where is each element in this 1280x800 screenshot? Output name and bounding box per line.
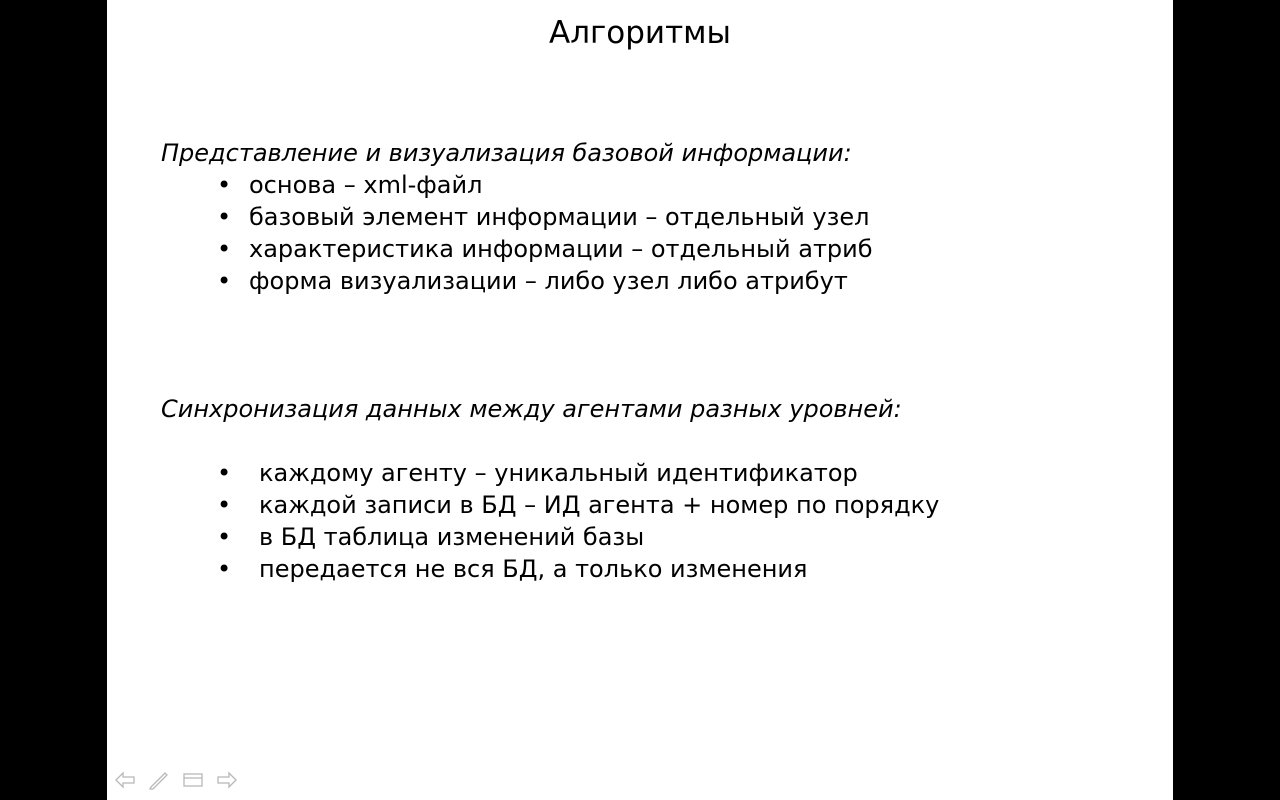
list-item-text: форма визуализации – либо узел либо атрибут xyxy=(249,267,848,295)
section-heading: Представление и визуализация базовой информации: xyxy=(161,139,852,167)
section-representation xyxy=(161,137,1121,297)
section-synchronization xyxy=(161,393,1121,585)
list-item-text: каждой записи в БД – ИД агента + номер по порядку xyxy=(259,491,940,519)
list-item xyxy=(161,489,1121,521)
bullet-icon: • xyxy=(217,203,232,231)
list-item xyxy=(161,169,1121,201)
pen-tool-button[interactable] xyxy=(146,767,172,793)
bullet-icon: • xyxy=(217,459,232,487)
slideshow-nav xyxy=(112,766,240,794)
slide-menu-button[interactable] xyxy=(180,767,206,793)
section-heading: Синхронизация данных между агентами разных уровней: xyxy=(161,395,902,423)
bullet-icon: • xyxy=(217,523,232,551)
previous-slide-button[interactable] xyxy=(112,767,138,793)
slides-menu-icon xyxy=(182,771,204,789)
list-item-text: в БД таблица изменений базы xyxy=(259,523,645,551)
bullet-list xyxy=(161,169,1121,297)
bullet-icon: • xyxy=(217,555,232,583)
bullet-icon: • xyxy=(217,235,232,263)
list-item-text: основа – xml-файл xyxy=(249,171,483,199)
arrow-left-icon xyxy=(114,771,136,789)
list-item-text: базовый элемент информации – отдельный узел xyxy=(249,203,870,231)
bullet-icon: • xyxy=(217,171,232,199)
list-item xyxy=(161,457,1121,489)
pen-icon xyxy=(148,770,170,790)
bullet-icon: • xyxy=(217,267,232,295)
list-item-text: передается не вся БД, а только изменения xyxy=(259,555,808,583)
bullet-list xyxy=(161,457,1121,585)
list-item xyxy=(161,265,1121,297)
list-item-text: каждому агенту – уникальный идентификатор xyxy=(259,459,858,487)
slide xyxy=(107,0,1173,800)
slide-title: Алгоритмы xyxy=(548,15,732,51)
list-item xyxy=(161,521,1121,553)
list-item-text: характеристика информации – отдельный атриб xyxy=(249,235,873,263)
list-item xyxy=(161,201,1121,233)
list-item xyxy=(161,553,1121,585)
arrow-right-icon xyxy=(216,771,238,789)
next-slide-button[interactable] xyxy=(214,767,240,793)
bullet-icon: • xyxy=(217,491,232,519)
list-item xyxy=(161,233,1121,265)
